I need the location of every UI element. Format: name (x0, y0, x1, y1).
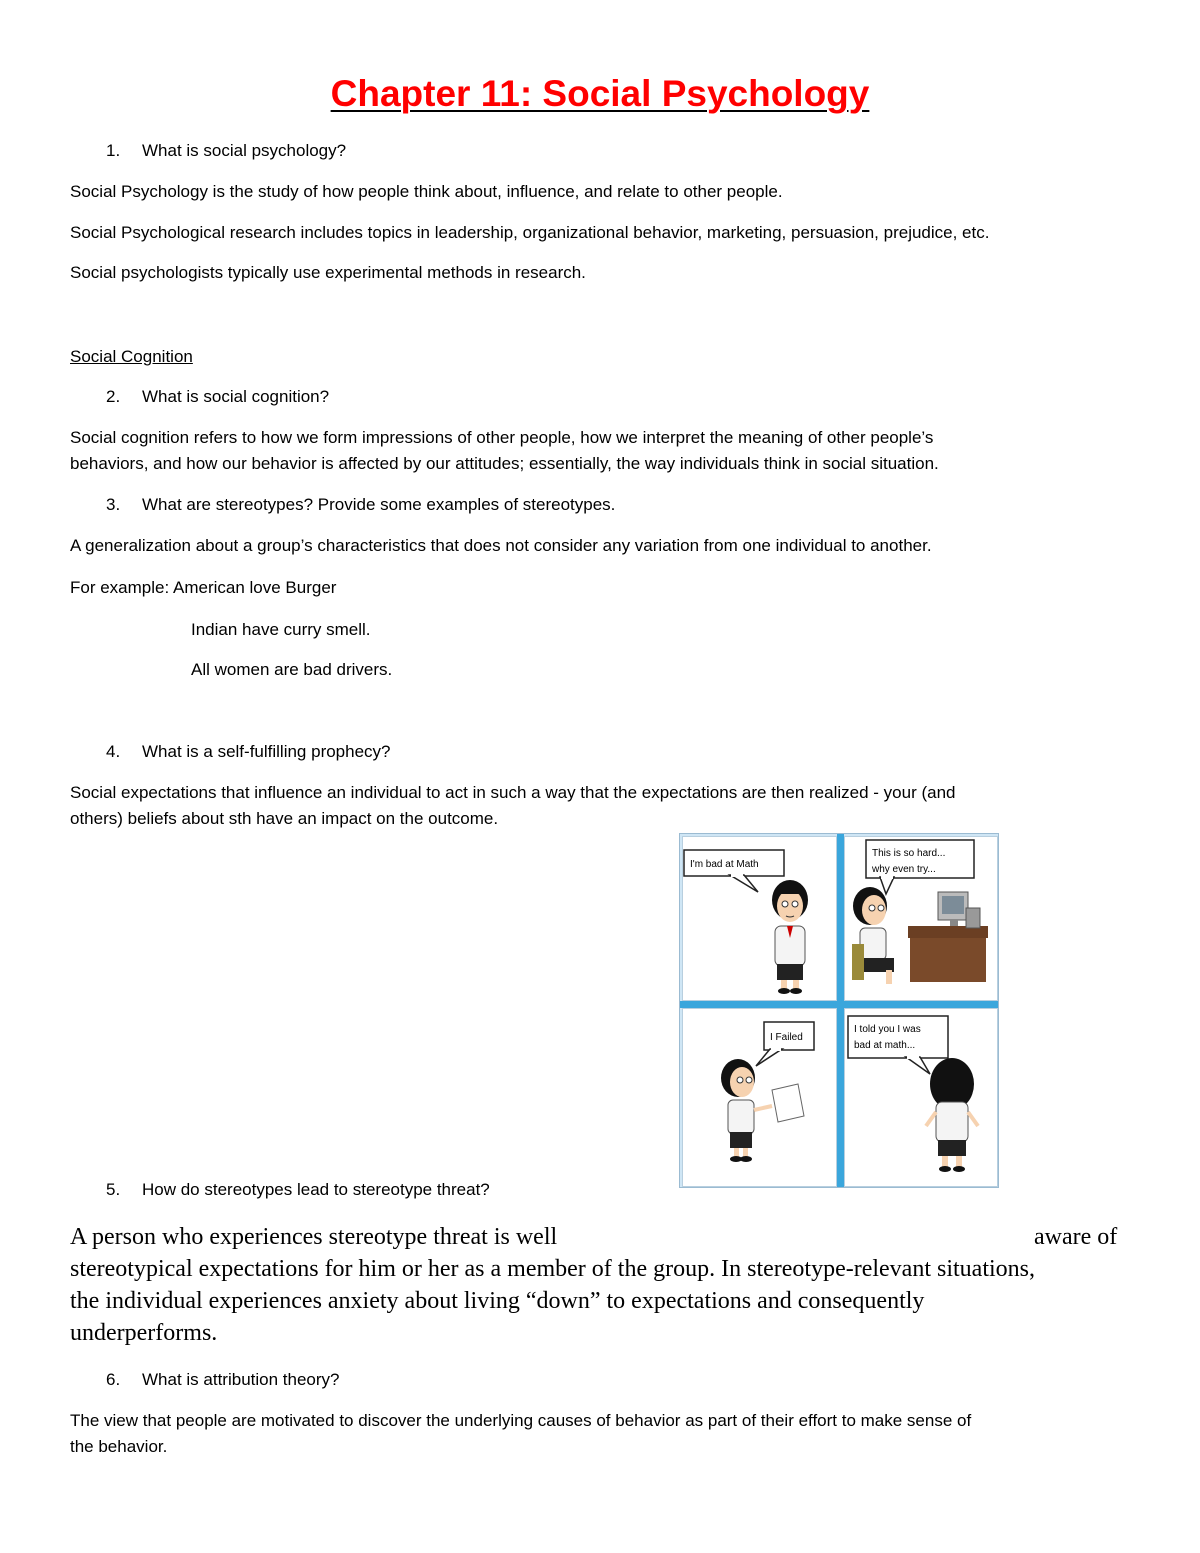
answer-4-line-1: Social expectations that influence an individual to act in such a way that the expectations are then realized - your (and (70, 783, 956, 802)
question-number: 4. (106, 742, 121, 761)
question-text: What is attribution theory? (142, 1370, 340, 1389)
question-text: What is a self-fulfilling prophecy? (142, 742, 391, 761)
page-title: Chapter 11: Social Psychology (330, 73, 870, 114)
example-1: For example: American love Burger (70, 578, 337, 597)
bubble-3-text: I Failed (770, 1032, 803, 1043)
question-text: What is social cognition? (142, 387, 330, 406)
answer-1-line-1: Social Psychology is the study of how people think about, influence, and relate to other people. (70, 182, 783, 201)
speech-bubble-3 (756, 1022, 814, 1066)
question-number: 5. (106, 1180, 121, 1199)
woman-standing-figure (772, 880, 808, 994)
question-number: 3. (106, 495, 121, 514)
answer-5-line-1-end: aware of (1034, 1224, 1118, 1250)
speech-bubble-4 (848, 1016, 948, 1074)
question-text: What are stereotypes? Provide some examples of stereotypes. (142, 495, 616, 514)
bubble-2-line-2: why even try... (872, 864, 936, 875)
question-1 (106, 140, 346, 162)
woman-from-behind-figure (926, 1058, 978, 1172)
question-6 (106, 1369, 339, 1391)
woman-at-computer-figure (852, 887, 988, 984)
bubble-4-line-2: bad at math... (854, 1040, 916, 1051)
answer-2-line-2: behaviors, and how our behavior is affected by our attitudes; essentially, the way individuals think in social situation. (70, 454, 939, 473)
answer-5-line-2: stereotypical expectations for him or her as a member of the group. In stereotype-relevant situations, (70, 1256, 1036, 1282)
woman-holding-paper-figure (721, 1059, 804, 1162)
answer-2-line-1: Social cognition refers to how we form impressions of other people, how we interpret the meaning of other people’s (70, 428, 934, 447)
bubble-4-line-1: I told you I was (854, 1024, 921, 1035)
speech-bubble-1 (684, 850, 784, 892)
bubble-1-text: I'm bad at Math (690, 859, 759, 870)
question-number: 1. (106, 141, 121, 160)
answer-5-line-4: underperforms. (70, 1320, 218, 1346)
question-4 (106, 741, 391, 763)
section-heading-social-cognition: Social Cognition (70, 347, 193, 366)
answer-6-line-1: The view that people are motivated to discover the underlying causes of behavior as part of their effort to make sense of (70, 1411, 972, 1430)
answer-5-line-3: the individual experiences anxiety about living “down” to expectations and consequently (70, 1288, 925, 1314)
comic-drawings (680, 834, 1000, 1189)
question-text: How do stereotypes lead to stereotype threat? (142, 1180, 490, 1199)
question-number: 2. (106, 387, 121, 406)
answer-6-line-2: the behavior. (70, 1437, 168, 1456)
answer-5-line-1-start: A person who experiences stereotype threat is well (70, 1224, 558, 1250)
question-number: 6. (106, 1370, 121, 1389)
example-2: Indian have curry smell. (191, 620, 371, 639)
question-5 (106, 1179, 490, 1201)
example-3: All women are bad drivers. (191, 660, 393, 679)
question-2 (106, 386, 329, 408)
answer-1-line-2: Social Psychological research includes topics in leadership, organizational behavior, marketing, persuasion, prejudice, etc. (70, 223, 990, 242)
answer-3: A generalization about a group’s characteristics that does not consider any variation from one individual to another. (70, 536, 932, 555)
speech-bubble-2 (866, 840, 974, 894)
comic-strip-image (679, 833, 999, 1188)
question-text: What is social psychology? (142, 141, 347, 160)
answer-4-line-2: others) beliefs about sth have an impact on the outcome. (70, 809, 499, 828)
question-3 (106, 494, 615, 516)
bubble-2-line-1: This is so hard... (872, 848, 946, 859)
answer-1-line-3: Social psychologists typically use experimental methods in research. (70, 263, 586, 282)
